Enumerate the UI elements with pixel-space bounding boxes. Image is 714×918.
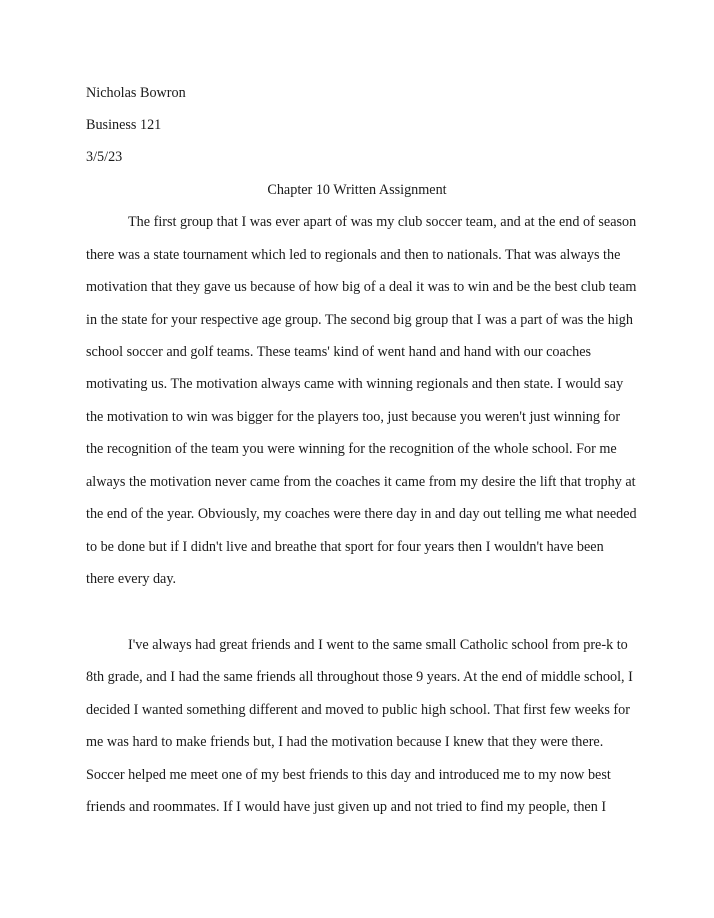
paragraph-line: friends and roommates. If I would have just given up and not tried to find my people, then I [86,799,607,815]
paragraph-line: to be done but if I didn't live and breathe that sport for four years then I wouldn't have been [86,539,604,555]
paragraph-line: Soccer helped me meet one of my best friends to this day and introduced me to my now best [86,767,611,783]
paragraph-line: school soccer and golf teams. These teams' kind of went hand and hand with our coaches [86,344,592,360]
paragraph-line: decided I wanted something different and moved to public high school. That first few weeks for [86,702,630,718]
paragraph-line: motivating us. The motivation always came with winning regionals and then state. I would say [86,376,624,392]
paragraph-line: The first group that I was ever apart of was my club soccer team, and at the end of season [128,214,637,230]
document-title: Chapter 10 Written Assignment [267,182,447,198]
paragraph-line: always the motivation never came from the coaches it came from my desire the lift that trophy at [86,474,636,490]
paragraph-line: in the state for your respective age group. The second big group that I was a part of was the high [86,312,633,328]
paragraph-line: me was hard to make friends but, I had the motivation because I knew that they were there. [86,734,604,750]
paragraph-line: the motivation to win was bigger for the players too, just because you weren't just winning for [86,409,621,425]
paragraph-line: motivation that they gave us because of how big of a deal it was to win and be the best club team [86,279,637,295]
assignment-date: 3/5/23 [86,149,123,165]
paragraph-line: the recognition of the team you were winning for the recognition of the whole school. For me [86,441,617,457]
paragraph-line: there every day. [86,571,177,587]
paragraph-line: 8th grade, and I had the same friends all throughout those 9 years. At the end of middle school, I [86,669,633,685]
course-name: Business 121 [86,117,162,133]
paragraph-line: the end of the year. Obviously, my coaches were there day in and day out telling me what needed [86,506,637,522]
author-name: Nicholas Bowron [86,85,186,101]
paragraph-line: I've always had great friends and I went to the same small Catholic school from pre-k to [128,637,628,653]
paragraph-line: there was a state tournament which led to regionals and then to nationals. That was always the [86,247,621,263]
